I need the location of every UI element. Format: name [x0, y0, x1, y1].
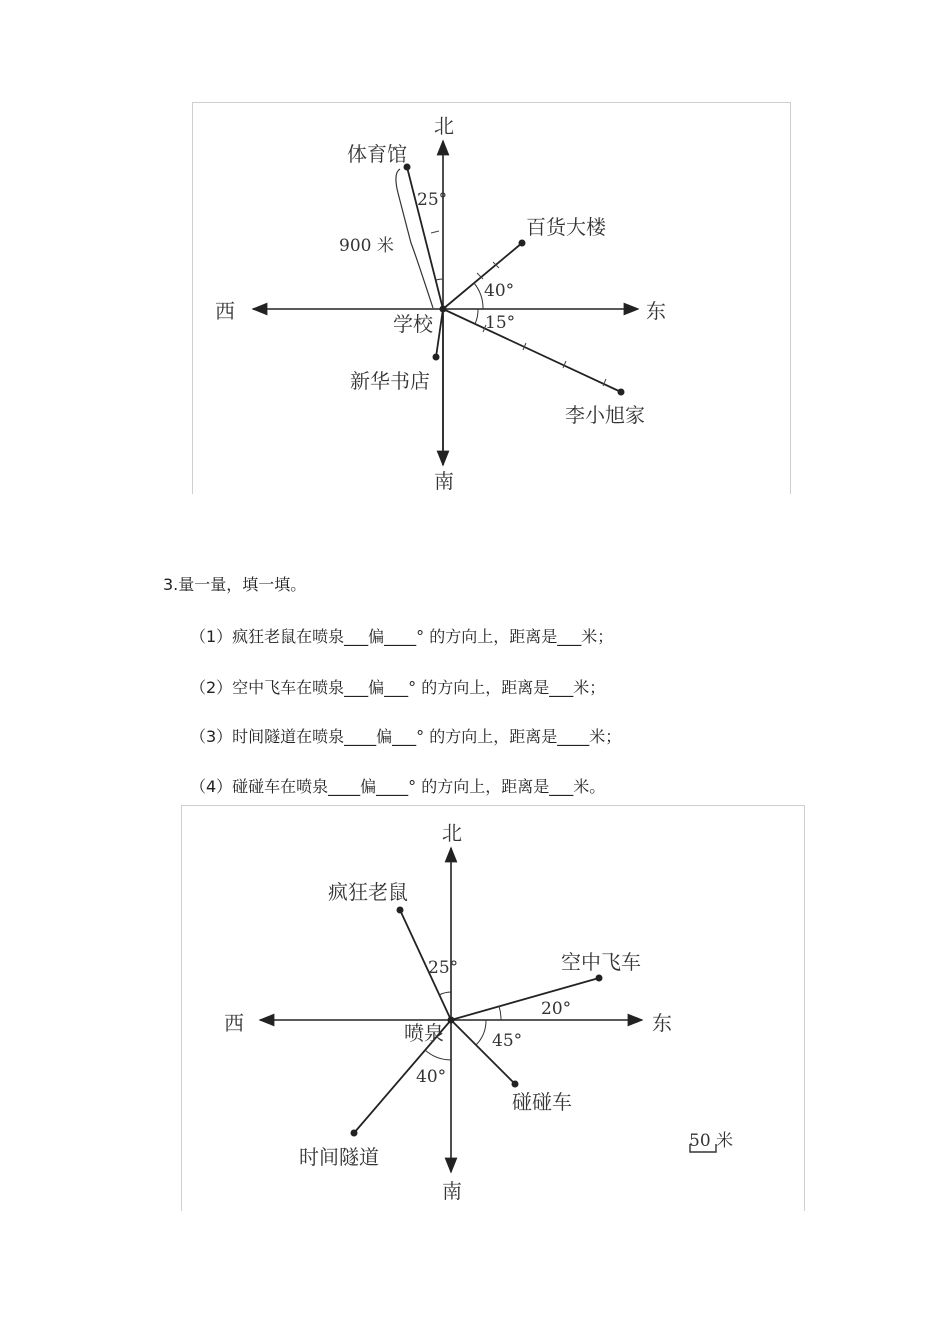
arc-gym	[436, 279, 443, 280]
crazy-mouse-label: 疯狂老鼠	[328, 880, 408, 904]
ray-bumper-car	[451, 1020, 515, 1084]
fountain-direction-diagram	[182, 806, 804, 1211]
ray-bookstore	[436, 309, 443, 357]
arc-bumper-car	[476, 1020, 486, 1045]
angle-li-home-label: 15°	[485, 313, 516, 333]
angle-crazy-mouse-label: 25°	[428, 958, 459, 978]
point-fountain	[448, 1017, 455, 1024]
south-label: 南	[434, 469, 454, 493]
fountain-label: 喷泉	[404, 1021, 444, 1045]
scale-label: 50 米	[689, 1131, 734, 1151]
time-tunnel-label: 时间隧道	[299, 1145, 379, 1169]
question-item-2: （2）空中飞车在喷泉___偏___° 的方向上，距离是___米；	[190, 678, 606, 697]
point-bumper-car	[512, 1081, 519, 1088]
ray-sky-car	[451, 978, 599, 1020]
arc-crazy-mouse	[439, 992, 451, 995]
point-crazy-mouse	[397, 907, 404, 914]
point-dept-store	[519, 240, 526, 247]
angle-time-tunnel-label: 40°	[416, 1067, 447, 1087]
figure-school-map	[192, 102, 791, 494]
figure-fountain-map	[181, 805, 805, 1211]
question-title: 3.量一量，填一填。	[163, 575, 307, 594]
west-label: 西	[224, 1011, 244, 1035]
question-item-1: （1）疯狂老鼠在喷泉___偏____° 的方向上，距离是___米；	[190, 627, 614, 646]
angle-bumper-car-label: 45°	[492, 1031, 523, 1051]
north-label: 北	[442, 821, 462, 845]
arc-sky-car	[499, 1006, 501, 1020]
school-label: 学校	[393, 312, 433, 336]
school-direction-diagram	[193, 103, 790, 494]
li-home-label: 李小旭家	[565, 403, 645, 427]
ray-gym	[407, 167, 443, 309]
angle-gym-label: 25°	[417, 190, 448, 210]
point-li-home	[618, 389, 625, 396]
question-item-4: （4）碰碰车在喷泉____偏____° 的方向上，距离是___米。	[190, 777, 606, 796]
point-school	[440, 306, 447, 313]
dept-store-label: 百货大楼	[526, 215, 606, 239]
point-time-tunnel	[351, 1130, 358, 1137]
east-label: 东	[652, 1011, 672, 1035]
arc-time-tunnel	[425, 1050, 451, 1060]
angle-dept-store-label: 40°	[484, 281, 515, 301]
east-label: 东	[646, 299, 666, 323]
gym-label: 体育馆	[347, 142, 407, 166]
arc-dept-store	[474, 283, 483, 309]
bumper-car-label: 碰碰车	[512, 1090, 572, 1114]
point-sky-car	[596, 975, 603, 982]
angle-sky-car-label: 20°	[541, 999, 572, 1019]
ray-li-home	[443, 309, 621, 392]
arc-li-home	[475, 309, 478, 324]
south-label: 南	[442, 1179, 462, 1203]
west-label: 西	[215, 299, 235, 323]
distance-label: 900 米	[339, 236, 394, 256]
point-bookstore	[433, 354, 440, 361]
question-item-3: （3）时间隧道在喷泉____偏___° 的方向上，距离是____米；	[190, 727, 622, 746]
sky-car-label: 空中飞车	[561, 950, 641, 974]
north-label: 北	[434, 114, 454, 138]
bookstore-label: 新华书店	[350, 369, 430, 393]
